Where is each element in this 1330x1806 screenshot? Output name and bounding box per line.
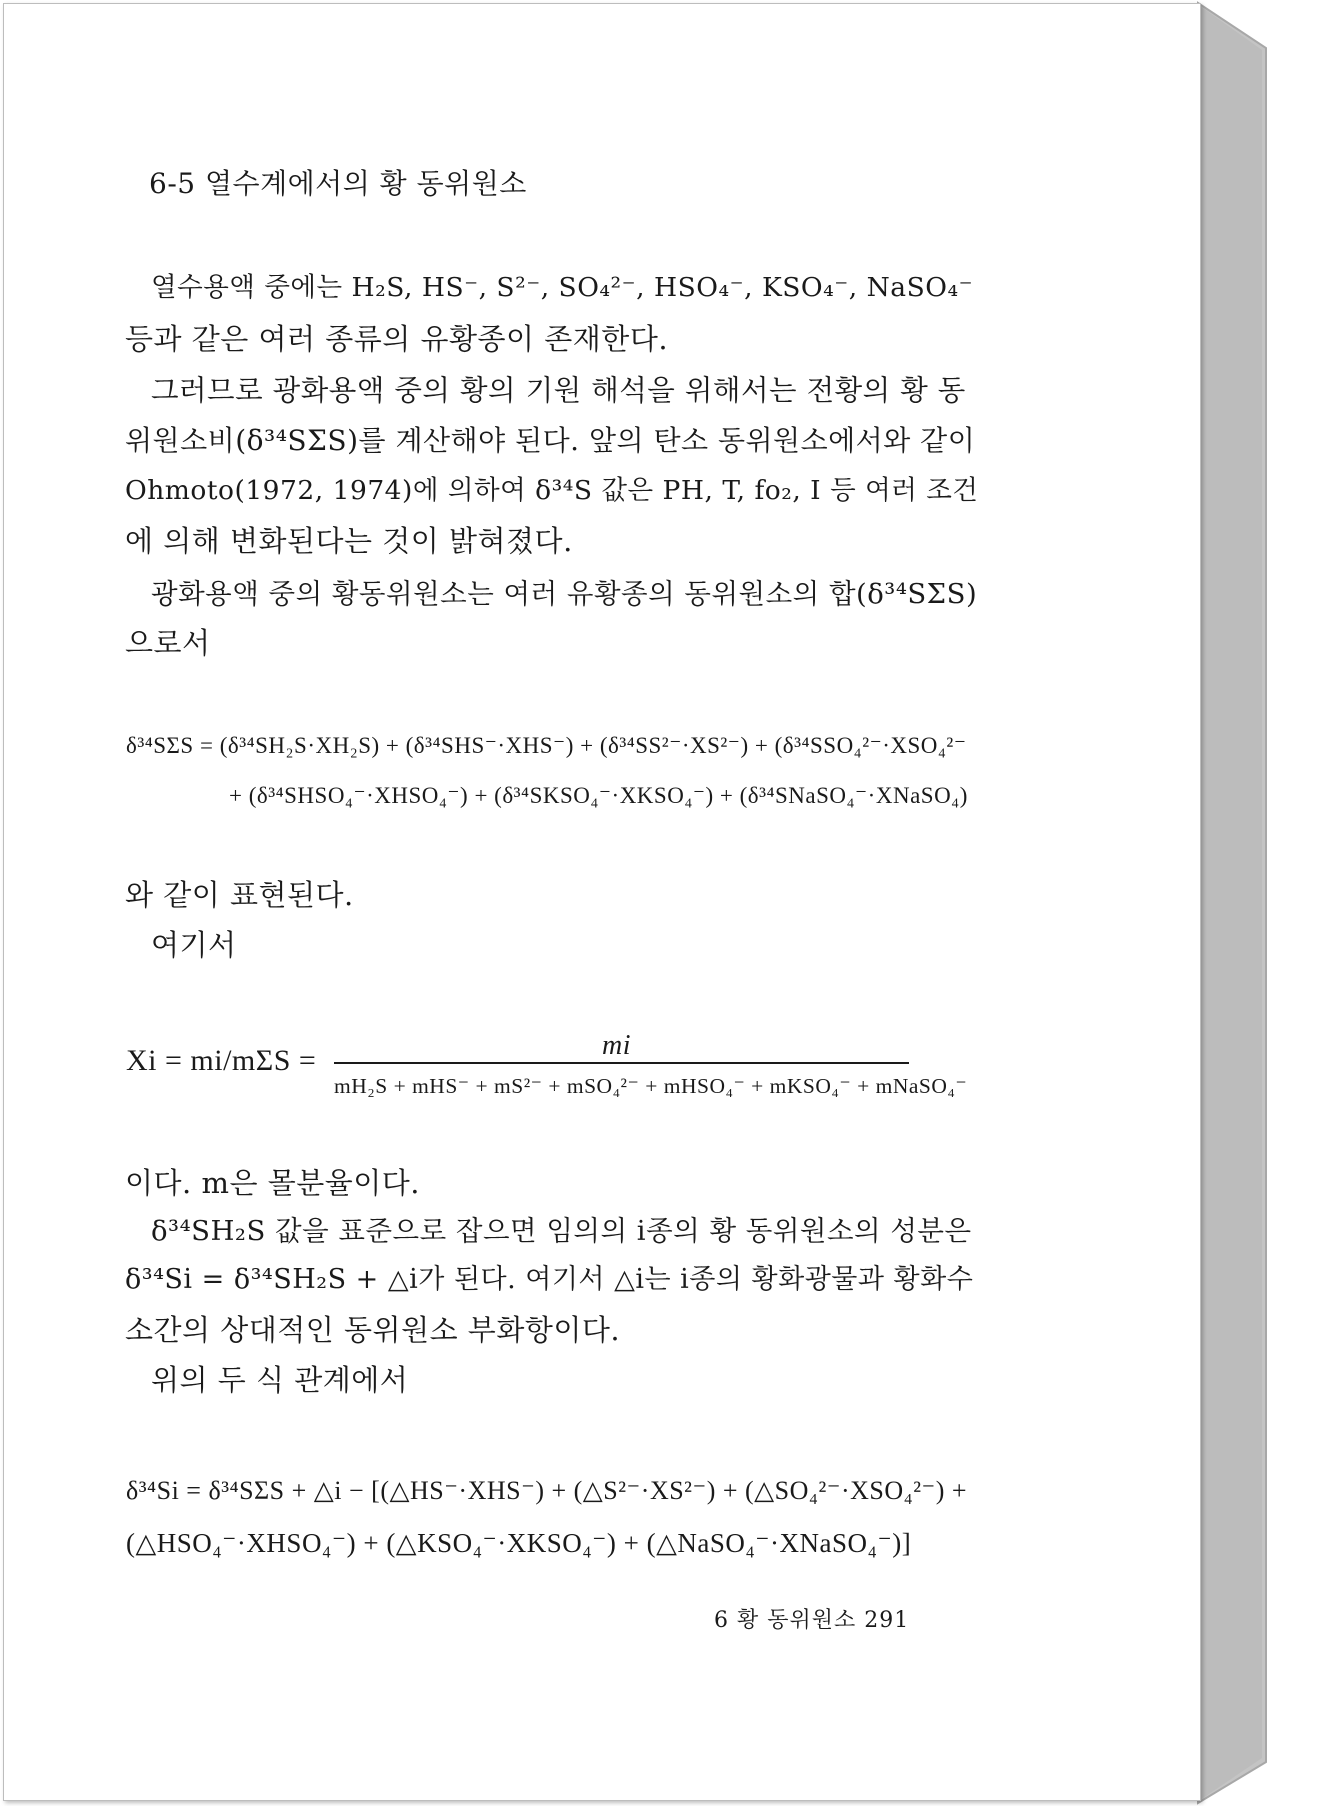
equation-2-numerator: mi (602, 1030, 631, 1061)
equation-2-denominator: mH₂S + mHS⁻ + mS²⁻ + mSO₄²⁻ + mHSO₄⁻ + mKSO₄⁻ + mNaSO₄⁻ (334, 1074, 968, 1098)
paragraph-line: δ³⁴Si = δ³⁴SH₂S + △i가 된다. 여기서 △i는 i종의 황화광물과 황화수 (125, 1264, 974, 1295)
paragraph-line: Ohmoto(1972, 1974)에 의하여 δ³⁴S 값은 PH, T, fo₂, I 등 여러 조건 (125, 475, 979, 506)
book-page (3, 3, 1201, 1801)
paragraph-line: 등과 같은 여러 종류의 유황종이 존재한다. (125, 322, 669, 356)
paragraph-line: 이다. m은 몰분율이다. (125, 1166, 420, 1200)
paragraph-line: 여기서 (151, 928, 237, 962)
paragraph-line: 에 의해 변화된다는 것이 밝혀졌다. (125, 524, 573, 558)
page-footer: 6 황 동위원소 291 (714, 1608, 910, 1633)
equation-3-line-1: δ³⁴Si = δ³⁴SΣS + △i − [(△HS⁻·XHS⁻) + (△S²⁻·XS²⁻) + (△SO₄²⁻·XSO₄²⁻) + (126, 1476, 968, 1505)
paragraph-line: 으로서 (125, 626, 211, 660)
paragraph-line: 위의 두 식 관계에서 (151, 1363, 409, 1397)
equation-3-line-2: (△HSO₄⁻·XHSO₄⁻) + (△KSO₄⁻·XKSO₄⁻) + (△NaSO₄⁻·XNaSO₄⁻)] (126, 1528, 912, 1558)
equation-2-lhs: Xi = mi/mΣS = (126, 1044, 317, 1077)
paragraph-line: 소간의 상대적인 동위원소 부화항이다. (125, 1313, 621, 1347)
equation-1-line-1: δ³⁴SΣS = (δ³⁴SH₂S·XH₂S) + (δ³⁴SHS⁻·XHS⁻) + (δ³⁴SS²⁻·XS²⁻) + (δ³⁴SSO₄²⁻·XSO₄²⁻ (126, 733, 967, 758)
paragraph-line: 광화용액 중의 황동위원소는 여러 유황종의 동위원소의 합(δ³⁴SΣS) (151, 578, 978, 610)
paragraph-line: 열수용액 중에는 H₂S, HS⁻, S²⁻, SO₄²⁻, HSO₄⁻, KSO₄⁻, NaSO₄⁻ (151, 272, 974, 303)
fraction-bar (334, 1062, 909, 1064)
equation-1-line-2: + (δ³⁴SHSO₄⁻·XHSO₄⁻) + (δ³⁴SKSO₄⁻·XKSO₄⁻) + (δ³⁴SNaSO₄⁻·XNaSO₄) (229, 783, 968, 808)
section-heading: 6-5 열수계에서의 황 동위원소 (149, 167, 527, 200)
paragraph-line: δ³⁴SH₂S 값을 표준으로 잡으면 임의의 i종의 황 동위원소의 성분은 (151, 1215, 972, 1247)
paragraph-line: 위원소비(δ³⁴SΣS)를 계산해야 된다. 앞의 탄소 동위원소에서와 같이 (125, 424, 976, 457)
paragraph-line: 그러므로 광화용액 중의 황의 기원 해석을 위해서는 전황의 황 동 (151, 374, 966, 407)
paragraph-line: 와 같이 표현된다. (125, 878, 354, 912)
